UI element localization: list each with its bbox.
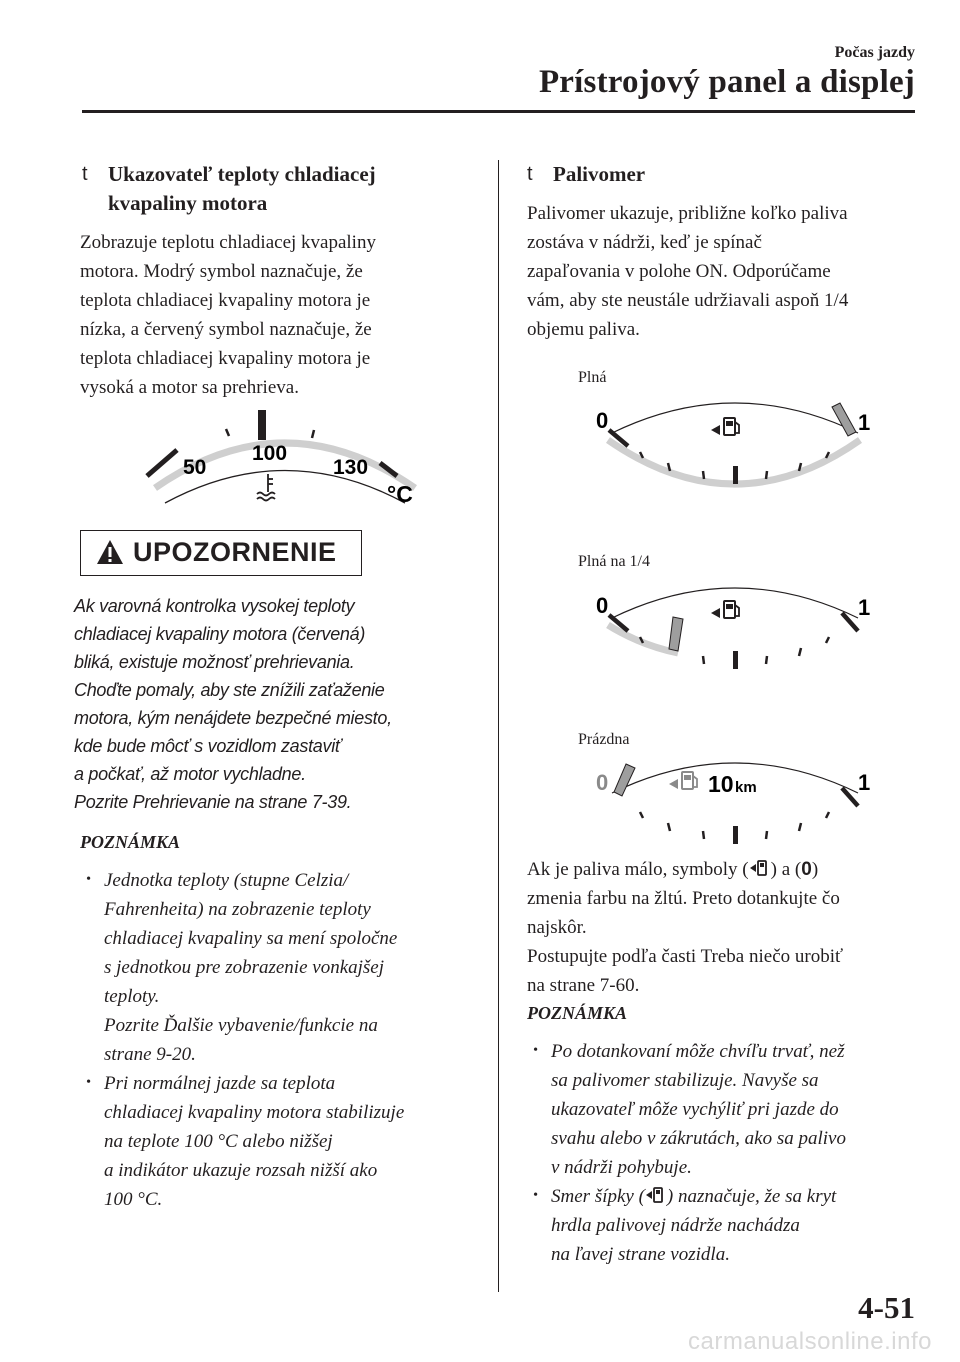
fuel-tick bbox=[766, 656, 767, 664]
coolant-temperature-icon bbox=[257, 474, 275, 501]
note-line: Fahrenheita) na zobrazenie teploty bbox=[104, 899, 371, 920]
note-line: • Jednotka teploty (stupne Celzia/ bbox=[104, 870, 349, 891]
coolant-heading-line2: kvapaliny motora bbox=[108, 191, 268, 215]
fuel-door-arrow-icon bbox=[669, 779, 678, 789]
fuel-door-symbol-icon bbox=[645, 1187, 667, 1204]
tick-mark bbox=[226, 429, 229, 436]
fuel-gauge-empty bbox=[590, 758, 880, 853]
fuel-tick bbox=[703, 471, 704, 479]
paragraph-line: Palivomer ukazuje, približne koľko paliva bbox=[527, 203, 848, 224]
paragraph-line: teplota chladiacej kvapaliny motora je bbox=[80, 348, 371, 369]
fuel-tick bbox=[826, 637, 829, 643]
fuel-needle bbox=[832, 403, 856, 436]
paragraph-line: objemu paliva. bbox=[527, 319, 640, 340]
note-title-left: POZNÁMKA bbox=[80, 832, 181, 852]
fuel-pump-icon bbox=[724, 601, 739, 618]
heading-bullet: t bbox=[527, 163, 533, 185]
caution-line: chladiacej kvapaliny motora (červená) bbox=[74, 624, 366, 644]
fuel-gauge-band bbox=[608, 625, 678, 653]
note-title-right: POZNÁMKA bbox=[527, 1003, 628, 1023]
fuel-gauge-full bbox=[590, 398, 880, 493]
fuel-max-label: 1 bbox=[858, 410, 871, 435]
note-list-right bbox=[527, 1037, 937, 1269]
paragraph-line: najskôr. bbox=[527, 917, 587, 938]
fuel-tick bbox=[826, 812, 829, 818]
fuel-tick-half bbox=[733, 826, 738, 844]
fuel-min-label: 0 bbox=[596, 770, 609, 795]
note-line: • Pri normálnej jazde sa teplota bbox=[104, 1073, 336, 1094]
fuel-tick-full bbox=[842, 613, 858, 631]
note-line: strane 9-20. bbox=[104, 1044, 196, 1065]
fuel-range-unit: km bbox=[735, 779, 757, 796]
fuel-tick-half bbox=[733, 466, 738, 484]
fuel-tick bbox=[640, 812, 643, 818]
tick-50-mark bbox=[147, 450, 177, 476]
note-line: chladiacej kvapaliny motora stabilizuje bbox=[104, 1102, 405, 1123]
coolant-heading-line1: Ukazovateľ teploty chladiacej bbox=[108, 162, 376, 186]
tick-130-label: 130 bbox=[333, 456, 369, 479]
temperature-gauge bbox=[135, 408, 435, 508]
note-line: ukazovateľ môže vychýliť pri jazde do bbox=[551, 1099, 839, 1120]
caution-line: kde bude môcť s vozidlom zastaviť bbox=[74, 736, 341, 756]
tick-mark bbox=[312, 430, 314, 438]
column-divider bbox=[498, 160, 499, 1292]
note-item bbox=[527, 1182, 937, 1269]
fuel-min-label: 0 bbox=[596, 408, 609, 433]
fuel-pump-icon bbox=[682, 772, 697, 789]
note-line: • Po dotankovaní môže chvíľu trvať, než bbox=[551, 1041, 845, 1062]
note-line: svahu alebo v zákrutách, ako sa palivo bbox=[551, 1128, 846, 1149]
caution-line: Choďte pomaly, aby ste znížili zaťaženie bbox=[74, 680, 385, 700]
fuel-tick bbox=[799, 823, 801, 831]
gauge-label-full: Plná bbox=[578, 369, 607, 386]
gauge-label-quarter: Plná na 1/4 bbox=[578, 553, 650, 570]
tick-100-mark bbox=[258, 410, 266, 440]
header-rule bbox=[82, 110, 915, 113]
coolant-paragraph bbox=[80, 228, 465, 402]
page-title: Prístrojový panel a displej bbox=[538, 64, 915, 100]
fuel-tick bbox=[703, 831, 704, 839]
paragraph-text: Ak je paliva málo, symboly ( bbox=[527, 859, 749, 880]
gauge-label-empty: Prázdna bbox=[578, 731, 630, 748]
fuel-door-arrow-icon bbox=[711, 608, 720, 618]
fuel-door-arrow-icon bbox=[711, 425, 720, 435]
note-line: a indikátor ukazuje rozsah nižší ako bbox=[104, 1160, 378, 1181]
caution-line: Pozrite Prehrievanie na strane 7-39. bbox=[74, 792, 352, 812]
fuel-tick bbox=[799, 648, 801, 656]
paragraph-line: nízka, a červený symbol naznačuje, že bbox=[80, 319, 372, 340]
note-text: Smer šípky ( bbox=[551, 1186, 645, 1207]
fuel-tick bbox=[766, 831, 767, 839]
note-line: hrdla palivovej nádrže nachádza bbox=[551, 1215, 800, 1236]
note-list-left bbox=[80, 866, 480, 1214]
fuel-door-symbol-icon bbox=[749, 860, 771, 877]
fuel-gauge-quarter bbox=[590, 583, 880, 678]
fuel-low-paragraph bbox=[527, 855, 937, 1000]
coolant-heading bbox=[82, 160, 493, 218]
tick-100-label: 100 bbox=[252, 442, 288, 465]
fuel-low-line1 bbox=[527, 855, 937, 884]
caution-line: motora, kým nenájdete bezpečné miesto, bbox=[74, 708, 392, 728]
note-item bbox=[80, 1069, 480, 1214]
caution-line: Ak varovná kontrolka vysokej teploty bbox=[74, 596, 355, 616]
fuel-needle bbox=[614, 764, 635, 796]
note-line: chladiacej kvapaliny sa mení spoločne bbox=[104, 928, 398, 949]
paragraph-line: motora. Modrý symbol naznačuje, že bbox=[80, 261, 363, 282]
caution-text bbox=[74, 592, 469, 816]
fuel-needle bbox=[669, 617, 683, 651]
caution-line: a počkať, až motor vychladne. bbox=[74, 764, 306, 784]
warning-triangle-icon bbox=[95, 538, 125, 566]
fuel-tick-full bbox=[842, 788, 858, 806]
note-text: ) naznačuje, že sa kryt bbox=[666, 1186, 837, 1207]
fuel-paragraph bbox=[527, 199, 937, 344]
note-line bbox=[551, 1182, 937, 1211]
paragraph-line: vysoká a motor sa prehrieva. bbox=[80, 377, 299, 398]
paragraph-text: ) bbox=[811, 859, 819, 880]
watermark: carmanualsonline.info bbox=[688, 1328, 932, 1355]
paragraph-line: vám, aby ste neustále udržiavali aspoň 1/4 bbox=[527, 290, 849, 311]
fuel-gauge-heading-text: Palivomer bbox=[553, 162, 646, 186]
zero-symbol: 0 bbox=[801, 859, 812, 880]
note-line: Pozrite Ďalšie vybavenie/funkcie na bbox=[104, 1015, 378, 1036]
paragraph-line: teplota chladiacej kvapaliny motora je bbox=[80, 290, 371, 311]
fuel-tick bbox=[668, 823, 670, 831]
note-line: s jednotkou pre zobrazenie vonkajšej bbox=[104, 957, 385, 978]
paragraph-line: zmenia farbu na žltú. Preto dotankujte čo bbox=[527, 888, 840, 909]
caution-title: UPOZORNENIE bbox=[133, 537, 337, 567]
fuel-gauge-heading bbox=[527, 160, 646, 189]
fuel-tick bbox=[703, 656, 704, 664]
fuel-max-label: 1 bbox=[858, 770, 871, 795]
unit-celsius-label: °C bbox=[387, 481, 413, 507]
note-line: v nádrži pohybuje. bbox=[551, 1157, 692, 1178]
note-item bbox=[80, 866, 480, 1069]
paragraph-line: zostáva v nádrži, keď je spínač bbox=[527, 232, 762, 253]
paragraph-line: Postupujte podľa časti Treba niečo urobiť bbox=[527, 946, 844, 967]
note-line: teploty. bbox=[104, 986, 160, 1007]
fuel-max-label: 1 bbox=[858, 595, 871, 620]
paragraph-line: zapaľovania v polohe ON. Odporúčame bbox=[527, 261, 831, 282]
caution-box bbox=[80, 530, 362, 576]
paragraph-line: Zobrazuje teplotu chladiacej kvapaliny bbox=[80, 232, 376, 253]
note-line: 100 °C. bbox=[104, 1189, 163, 1210]
fuel-min-label: 0 bbox=[596, 593, 609, 618]
caution-line: bliká, existuje možnosť prehrievania. bbox=[74, 652, 355, 672]
fuel-tick-half bbox=[733, 651, 738, 669]
tick-50-label: 50 bbox=[183, 456, 207, 479]
paragraph-text: ) a ( bbox=[770, 859, 802, 880]
fuel-range-value: 10 bbox=[708, 771, 734, 797]
note-line: na teplote 100 °C alebo nižšej bbox=[104, 1131, 333, 1152]
paragraph-line: na strane 7-60. bbox=[527, 975, 640, 996]
note-line: sa palivomer stabilizuje. Navyše sa bbox=[551, 1070, 819, 1091]
fuel-pump-icon bbox=[724, 418, 739, 435]
page-number: 4-51 bbox=[858, 1290, 915, 1325]
heading-bullet: t bbox=[82, 163, 88, 185]
note-line: na ľavej strane vozidla. bbox=[551, 1244, 730, 1265]
note-item bbox=[527, 1037, 937, 1182]
header-section: Počas jazdy bbox=[834, 44, 915, 61]
fuel-tick bbox=[766, 471, 767, 479]
